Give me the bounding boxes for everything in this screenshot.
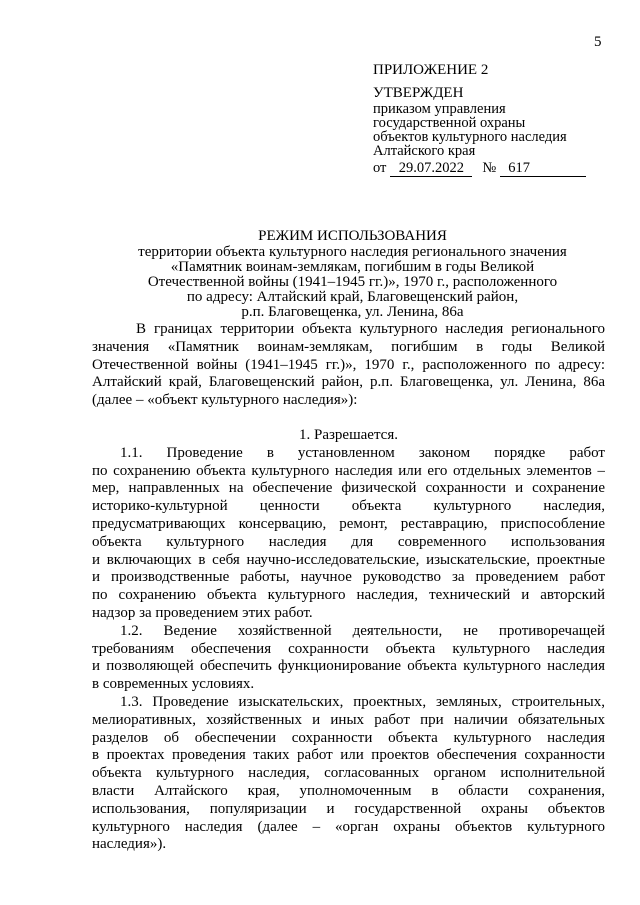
- text-line: 1.2. Ведение хозяйственной деятельности, не противоречащей: [120, 622, 605, 639]
- order-row: [373, 160, 613, 177]
- approved-line: Алтайского края: [373, 143, 476, 159]
- order-number: 617: [500, 160, 586, 177]
- text-line: по сохранению объекта культурного наследия, технический и авторский: [92, 587, 605, 604]
- text-line: значения «Памятник воинам-землякам, погибшим в годы Великой: [92, 338, 605, 355]
- text-line: надзор за проведением этих работ.: [92, 604, 313, 621]
- text-line: (далее – «объект культурного наследия»):: [92, 392, 358, 409]
- order-from-label: от: [373, 160, 387, 176]
- section-1: [92, 427, 605, 854]
- heading-line: территории объекта культурного наследия регионального значения: [138, 244, 567, 260]
- order-number-label: №: [482, 160, 497, 176]
- text-line: использования, популяризации и государственной охраны объектов: [92, 800, 605, 817]
- intro-paragraph: [92, 321, 605, 410]
- heading-line: р.п. Благовещенка, ул. Ленина, 86а: [241, 304, 464, 320]
- text-line: предусматривающих консервацию, ремонт, реставрацию, приспособление: [92, 515, 605, 532]
- heading-line: «Памятник воинам-землякам, погибшим в годы Великой: [170, 259, 535, 275]
- text-line: историко-культурной ценности объекта культурного наследия,: [92, 498, 605, 515]
- appendix-title: ПРИЛОЖЕНИЕ 2: [373, 62, 489, 78]
- text-line: мелиоративных, хозяйственных и иных работ при наличии обязательных: [92, 711, 605, 728]
- text-line: разделов об обеспечении сохранности объекта культурного наследия: [92, 729, 605, 746]
- approved-line: приказом управления: [373, 101, 506, 117]
- text-line: культурного наследия (далее – «орган охраны объектов культурного: [92, 818, 605, 835]
- text-line: требованиям обеспечения сохранности объекта культурного наследия: [92, 640, 605, 657]
- heading-line: по адресу: Алтайский край, Благовещенский район,: [186, 289, 519, 305]
- text-line: мер, направленных на обеспечение физической сохранности и сохранение: [92, 480, 605, 497]
- text-line: по сохранению объекта культурного наследия или его отдельных элементов –: [92, 462, 605, 479]
- approved-title: УТВЕРЖДЕН: [373, 85, 464, 101]
- text-line: и включающих в себя научно-исследовательские, изыскательские, проектные: [92, 551, 605, 568]
- text-line: 1.1. Проведение в установленном законом порядке работ: [120, 444, 605, 461]
- text-line: и позволяющей обеспечить функционирование объекта культурного наследия: [92, 658, 605, 675]
- text-line: власти Алтайского края, уполномоченным в области сохранения,: [92, 782, 605, 799]
- order-date: 29.07.2022: [390, 160, 472, 177]
- text-line: в проектах проведения таких работ или проектов обеспечения сохранности: [92, 747, 605, 764]
- section-title: 1. Разрешается.: [299, 427, 398, 443]
- text-line: В границах территории объекта культурного наследия регионального: [136, 321, 605, 337]
- page-number: 5: [594, 34, 602, 50]
- heading-line: Отечественной войны (1941–1945 гг.)», 1970 г., расположенного: [147, 274, 558, 290]
- approved-line: объектов культурного наследия: [373, 129, 567, 145]
- text-line: объекта культурного наследия, согласованных органом исполнительной: [92, 765, 605, 782]
- regime-title: РЕЖИМ ИСПОЛЬЗОВАНИЯ: [258, 228, 447, 244]
- appendix-block: [373, 62, 613, 177]
- text-line: объекта культурного наследия для современного использования: [92, 533, 605, 550]
- text-line: и производственные работы, научное руководство за проведением работ: [92, 569, 605, 586]
- approved-line: государственной охраны: [373, 115, 526, 131]
- text-line: Отечественной войны (1941–1945 гг.)», 1970 г., расположенного по адресу:: [92, 356, 605, 373]
- text-line: в современных условиях.: [92, 676, 255, 693]
- document-heading: [95, 228, 610, 320]
- text-line: 1.3. Проведение изыскательских, проектных, земляных, строительных,: [120, 693, 605, 710]
- text-line: наследия»).: [92, 836, 167, 853]
- text-line: Алтайский край, Благовещенский район, р.п. Благовещенка, ул. Ленина, 86а: [92, 374, 605, 391]
